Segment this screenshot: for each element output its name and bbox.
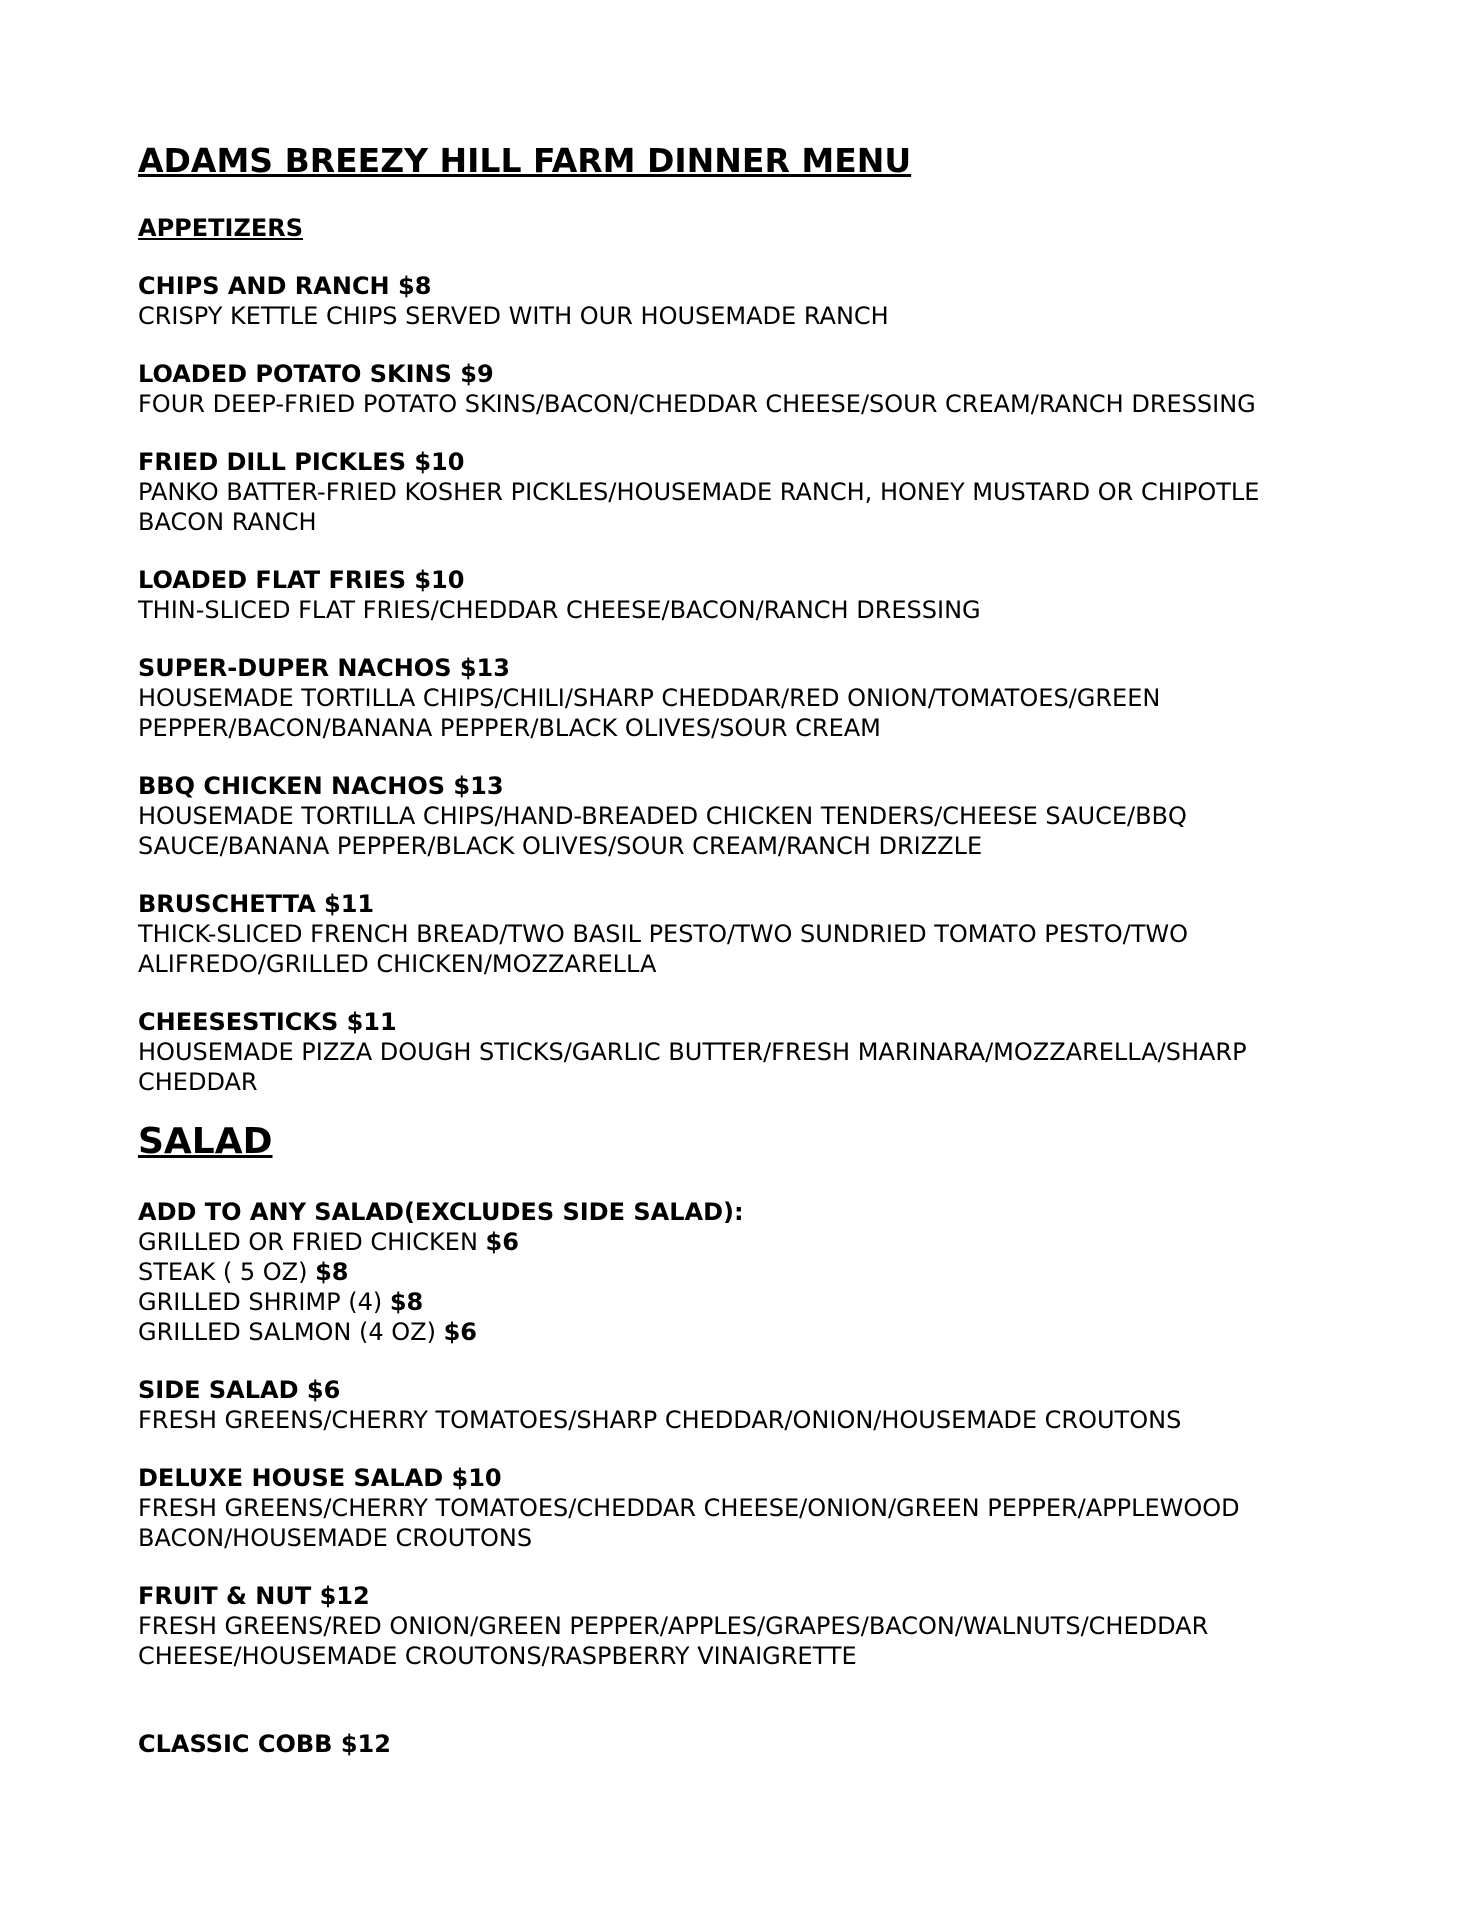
item-name: BBQ CHICKEN NACHOS $13: [138, 772, 504, 800]
item-description-line: FRESH GREENS/CHERRY TOMATOES/CHEDDAR CHEESE/ONION/GREEN PEPPER/APPLEWOOD: [138, 1494, 1240, 1522]
menu-item: [138, 565, 1358, 625]
addon-line: [138, 1317, 1358, 1347]
addon-line: [138, 1287, 1358, 1317]
item-description-line: CHEESE/HOUSEMADE CROUTONS/RASPBERRY VINAIGRETTE: [138, 1642, 857, 1670]
menu-item: [138, 1729, 1358, 1759]
item-name: FRIED DILL PICKLES $10: [138, 448, 465, 476]
item-description-line: BACON/HOUSEMADE CROUTONS: [138, 1524, 533, 1552]
item-name: SIDE SALAD $6: [138, 1376, 341, 1404]
item-description: FRESH GREENS/CHERRY TOMATOES/SHARP CHEDDAR/ONION/HOUSEMADE CROUTONS: [138, 1406, 1182, 1434]
item-name: DELUXE HOUSE SALAD $10: [138, 1464, 502, 1492]
appetizers-heading: APPETIZERS: [138, 214, 304, 242]
item-description: CRISPY KETTLE CHIPS SERVED WITH OUR HOUSEMADE RANCH: [138, 302, 889, 330]
item-description: THIN-SLICED FLAT FRIES/CHEDDAR CHEESE/BACON/RANCH DRESSING: [138, 596, 981, 624]
menu-item: [138, 1007, 1358, 1097]
salad-addons: [138, 1197, 1358, 1347]
item-description-line: HOUSEMADE PIZZA DOUGH STICKS/GARLIC BUTTER/FRESH MARINARA/MOZZARELLA/SHARP: [138, 1038, 1247, 1066]
item-description-line: THICK-SLICED FRENCH BREAD/TWO BASIL PESTO/TWO SUNDRIED TOMATO PESTO/TWO: [138, 920, 1189, 948]
addon-label: GRILLED SALMON (4 OZ): [138, 1318, 444, 1346]
menu-item: [138, 653, 1358, 743]
menu-title: ADAMS BREEZY HILL FARM DINNER MENU: [138, 141, 912, 180]
item-name: CHEESESTICKS $11: [138, 1008, 397, 1036]
item-name: FRUIT & NUT $12: [138, 1582, 370, 1610]
addon-label: GRILLED OR FRIED CHICKEN: [138, 1228, 486, 1256]
addon-line: [138, 1257, 1358, 1287]
item-name: LOADED POTATO SKINS $9: [138, 360, 494, 388]
menu-content: [138, 139, 1358, 1759]
addon-label: GRILLED SHRIMP (4): [138, 1288, 390, 1316]
addon-price: $6: [485, 1228, 519, 1256]
item-name: CHIPS AND RANCH $8: [138, 272, 432, 300]
item-description-line: HOUSEMADE TORTILLA CHIPS/HAND-BREADED CHICKEN TENDERS/CHEESE SAUCE/BBQ: [138, 802, 1187, 830]
item-name: LOADED FLAT FRIES $10: [138, 566, 465, 594]
menu-item: [138, 889, 1358, 979]
item-description-line: ALIFREDO/GRILLED CHICKEN/MOZZARELLA: [138, 950, 657, 978]
item-name: SUPER-DUPER NACHOS $13: [138, 654, 510, 682]
item-name: CLASSIC COBB $12: [138, 1730, 391, 1758]
menu-item: [138, 271, 1358, 331]
item-description: FOUR DEEP-FRIED POTATO SKINS/BACON/CHEDDAR CHEESE/SOUR CREAM/RANCH DRESSING: [138, 390, 1256, 418]
item-description-line: SAUCE/BANANA PEPPER/BLACK OLIVES/SOUR CREAM/RANCH DRIZZLE: [138, 832, 983, 860]
addon-price: $6: [443, 1318, 478, 1346]
item-description-line: PEPPER/BACON/BANANA PEPPER/BLACK OLIVES/SOUR CREAM: [138, 714, 881, 742]
addons-header: ADD TO ANY SALAD(EXCLUDES SIDE SALAD):: [138, 1198, 744, 1226]
item-name: BRUSCHETTA $11: [138, 890, 375, 918]
item-description-line: BACON RANCH: [138, 508, 317, 536]
menu-item: [138, 1375, 1358, 1435]
item-description-line: CHEDDAR: [138, 1068, 258, 1096]
item-description-line: PANKO BATTER-FRIED KOSHER PICKLES/HOUSEMADE RANCH, HONEY MUSTARD OR CHIPOTLE: [138, 478, 1260, 506]
menu-item: [138, 359, 1358, 419]
salad-heading: SALAD: [138, 1121, 273, 1162]
addon-label: STEAK ( 5 OZ): [138, 1258, 316, 1286]
menu-item: [138, 1463, 1358, 1553]
menu-item: [138, 1581, 1358, 1671]
addon-price: $8: [315, 1258, 349, 1286]
item-description-line: HOUSEMADE TORTILLA CHIPS/CHILI/SHARP CHEDDAR/RED ONION/TOMATOES/GREEN: [138, 684, 1161, 712]
menu-item: [138, 771, 1358, 861]
addon-price: $8: [389, 1288, 424, 1316]
addon-line: [138, 1227, 1358, 1257]
menu-item: [138, 447, 1358, 537]
item-description-line: FRESH GREENS/RED ONION/GREEN PEPPER/APPLES/GRAPES/BACON/WALNUTS/CHEDDAR: [138, 1612, 1209, 1640]
